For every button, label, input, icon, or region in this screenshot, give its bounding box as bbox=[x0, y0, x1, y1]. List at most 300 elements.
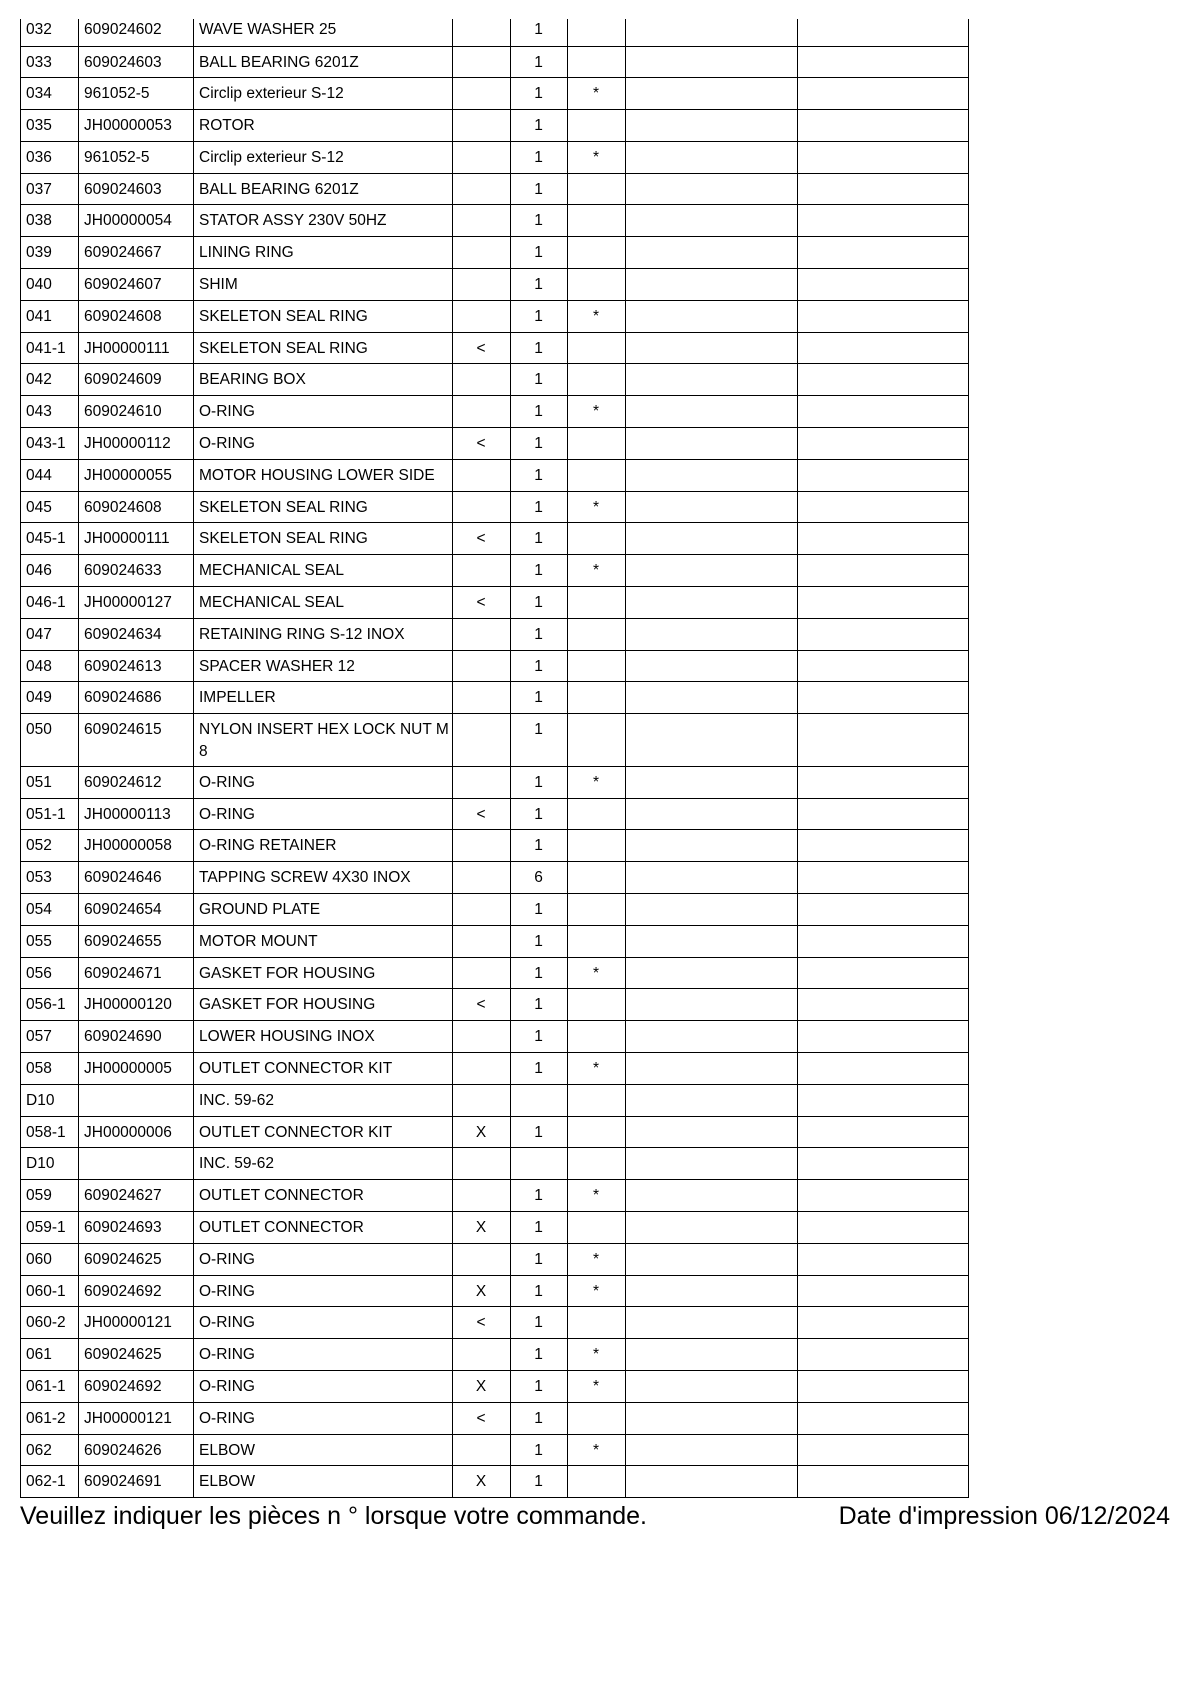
cell-variant: X bbox=[452, 1116, 510, 1148]
cell-blank bbox=[798, 269, 969, 301]
table-row bbox=[21, 110, 969, 142]
cell-quantity: 1 bbox=[510, 555, 567, 587]
cell-blank bbox=[798, 1084, 969, 1116]
table-row bbox=[21, 798, 969, 830]
cell-description: BALL BEARING 6201Z bbox=[194, 173, 453, 205]
cell-part-number: JH00000058 bbox=[79, 830, 194, 862]
table-row bbox=[21, 173, 969, 205]
table-row bbox=[21, 428, 969, 460]
cell-mark bbox=[567, 1466, 625, 1498]
table-row bbox=[21, 925, 969, 957]
cell-ref: 055 bbox=[21, 925, 79, 957]
cell-blank bbox=[798, 555, 969, 587]
cell-description: ROTOR bbox=[194, 110, 453, 142]
cell-blank bbox=[625, 428, 798, 460]
cell-mark bbox=[567, 798, 625, 830]
cell-description: O-RING RETAINER bbox=[194, 830, 453, 862]
cell-mark bbox=[567, 862, 625, 894]
cell-variant bbox=[452, 205, 510, 237]
cell-description: O-RING bbox=[194, 798, 453, 830]
cell-blank bbox=[625, 1466, 798, 1498]
cell-part-number: 609024608 bbox=[79, 300, 194, 332]
cell-variant bbox=[452, 364, 510, 396]
cell-blank bbox=[625, 523, 798, 555]
cell-description: SKELETON SEAL RING bbox=[194, 300, 453, 332]
cell-part-number: JH00000121 bbox=[79, 1402, 194, 1434]
cell-description: BEARING BOX bbox=[194, 364, 453, 396]
cell-quantity: 1 bbox=[510, 396, 567, 428]
cell-part-number: 609024607 bbox=[79, 269, 194, 301]
cell-blank bbox=[625, 555, 798, 587]
cell-blank bbox=[798, 1466, 969, 1498]
cell-variant bbox=[452, 682, 510, 714]
cell-part-number: 609024646 bbox=[79, 862, 194, 894]
table-row bbox=[21, 19, 969, 46]
cell-quantity: 1 bbox=[510, 78, 567, 110]
cell-ref: 035 bbox=[21, 110, 79, 142]
cell-variant bbox=[452, 491, 510, 523]
cell-description: LOWER HOUSING INOX bbox=[194, 1021, 453, 1053]
cell-description: BALL BEARING 6201Z bbox=[194, 46, 453, 78]
cell-blank bbox=[625, 1434, 798, 1466]
cell-variant bbox=[452, 830, 510, 862]
table-row bbox=[21, 1370, 969, 1402]
cell-ref: 048 bbox=[21, 650, 79, 682]
cell-quantity: 1 bbox=[510, 1339, 567, 1371]
cell-variant: < bbox=[452, 332, 510, 364]
cell-part-number: 609024612 bbox=[79, 766, 194, 798]
cell-quantity: 1 bbox=[510, 459, 567, 491]
cell-mark bbox=[567, 237, 625, 269]
cell-ref: 061 bbox=[21, 1339, 79, 1371]
cell-blank bbox=[798, 650, 969, 682]
cell-blank bbox=[798, 332, 969, 364]
cell-ref: 034 bbox=[21, 78, 79, 110]
cell-variant: X bbox=[452, 1370, 510, 1402]
cell-blank bbox=[625, 587, 798, 619]
cell-variant bbox=[452, 141, 510, 173]
table-row bbox=[21, 332, 969, 364]
cell-description: LINING RING bbox=[194, 237, 453, 269]
table-row bbox=[21, 1243, 969, 1275]
table-row bbox=[21, 1434, 969, 1466]
cell-mark bbox=[567, 1148, 625, 1180]
cell-ref: 042 bbox=[21, 364, 79, 396]
cell-ref: 045 bbox=[21, 491, 79, 523]
cell-ref: 054 bbox=[21, 894, 79, 926]
cell-blank bbox=[625, 682, 798, 714]
cell-quantity: 1 bbox=[510, 957, 567, 989]
cell-variant bbox=[452, 1434, 510, 1466]
cell-ref: D10 bbox=[21, 1148, 79, 1180]
cell-variant: X bbox=[452, 1211, 510, 1243]
cell-description: Circlip exterieur S-12 bbox=[194, 78, 453, 110]
cell-variant bbox=[452, 269, 510, 301]
cell-blank bbox=[798, 766, 969, 798]
cell-mark: * bbox=[567, 78, 625, 110]
table-row bbox=[21, 1148, 969, 1180]
cell-mark: * bbox=[567, 491, 625, 523]
cell-description: O-RING bbox=[194, 1275, 453, 1307]
table-row bbox=[21, 396, 969, 428]
table-row bbox=[21, 205, 969, 237]
cell-part-number: JH00000005 bbox=[79, 1053, 194, 1085]
cell-description: OUTLET CONNECTOR KIT bbox=[194, 1053, 453, 1085]
cell-blank bbox=[625, 1370, 798, 1402]
cell-quantity: 1 bbox=[510, 925, 567, 957]
cell-variant: X bbox=[452, 1466, 510, 1498]
cell-mark bbox=[567, 1402, 625, 1434]
cell-description: NYLON INSERT HEX LOCK NUT M 8 bbox=[194, 714, 453, 767]
cell-description: OUTLET CONNECTOR bbox=[194, 1211, 453, 1243]
print-date: Date d'impression 06/12/2024 bbox=[838, 1502, 1170, 1530]
cell-mark: * bbox=[567, 141, 625, 173]
cell-mark: * bbox=[567, 1339, 625, 1371]
cell-blank bbox=[625, 1307, 798, 1339]
cell-variant bbox=[452, 459, 510, 491]
cell-blank bbox=[625, 110, 798, 142]
cell-ref: 040 bbox=[21, 269, 79, 301]
table-row bbox=[21, 587, 969, 619]
cell-mark bbox=[567, 830, 625, 862]
cell-mark bbox=[567, 523, 625, 555]
order-instruction-note: Veuillez indiquer les pièces n ° lorsque votre commande. bbox=[20, 1502, 648, 1530]
cell-blank bbox=[798, 798, 969, 830]
table-row bbox=[21, 650, 969, 682]
parts-table-body bbox=[21, 19, 969, 1498]
cell-variant: < bbox=[452, 428, 510, 460]
cell-blank bbox=[625, 1148, 798, 1180]
cell-ref: 059 bbox=[21, 1180, 79, 1212]
cell-blank bbox=[625, 300, 798, 332]
cell-description: GROUND PLATE bbox=[194, 894, 453, 926]
cell-variant bbox=[452, 78, 510, 110]
cell-part-number: 609024671 bbox=[79, 957, 194, 989]
cell-description: STATOR ASSY 230V 50HZ bbox=[194, 205, 453, 237]
cell-description: INC. 59-62 bbox=[194, 1084, 453, 1116]
table-row bbox=[21, 1275, 969, 1307]
cell-quantity: 1 bbox=[510, 1116, 567, 1148]
cell-blank bbox=[625, 1084, 798, 1116]
cell-blank bbox=[625, 78, 798, 110]
cell-blank bbox=[798, 587, 969, 619]
cell-quantity: 1 bbox=[510, 1434, 567, 1466]
cell-part-number: 609024613 bbox=[79, 650, 194, 682]
cell-mark bbox=[567, 19, 625, 46]
table-row bbox=[21, 300, 969, 332]
cell-ref: 052 bbox=[21, 830, 79, 862]
cell-ref: 050 bbox=[21, 714, 79, 767]
cell-mark bbox=[567, 459, 625, 491]
table-row bbox=[21, 1021, 969, 1053]
cell-quantity: 1 bbox=[510, 587, 567, 619]
cell-variant: < bbox=[452, 989, 510, 1021]
cell-quantity: 1 bbox=[510, 491, 567, 523]
cell-ref: 051-1 bbox=[21, 798, 79, 830]
cell-blank bbox=[798, 1211, 969, 1243]
cell-part-number: 609024602 bbox=[79, 19, 194, 46]
cell-blank bbox=[798, 1243, 969, 1275]
cell-blank bbox=[798, 364, 969, 396]
cell-blank bbox=[625, 714, 798, 767]
cell-blank bbox=[625, 1402, 798, 1434]
cell-mark: * bbox=[567, 555, 625, 587]
cell-variant bbox=[452, 237, 510, 269]
cell-blank bbox=[798, 1370, 969, 1402]
table-row bbox=[21, 1053, 969, 1085]
table-row bbox=[21, 78, 969, 110]
cell-blank bbox=[625, 1053, 798, 1085]
cell-ref: 056-1 bbox=[21, 989, 79, 1021]
table-row bbox=[21, 894, 969, 926]
table-row bbox=[21, 237, 969, 269]
cell-mark bbox=[567, 618, 625, 650]
cell-blank bbox=[625, 1275, 798, 1307]
cell-blank bbox=[625, 1339, 798, 1371]
cell-description: O-RING bbox=[194, 1307, 453, 1339]
cell-blank bbox=[625, 141, 798, 173]
cell-blank bbox=[798, 1339, 969, 1371]
cell-blank bbox=[625, 894, 798, 926]
cell-variant bbox=[452, 766, 510, 798]
table-row bbox=[21, 364, 969, 396]
cell-mark: * bbox=[567, 1243, 625, 1275]
cell-variant bbox=[452, 110, 510, 142]
cell-mark bbox=[567, 110, 625, 142]
cell-blank bbox=[625, 269, 798, 301]
cell-part-number: 609024603 bbox=[79, 173, 194, 205]
cell-quantity bbox=[510, 1084, 567, 1116]
cell-blank bbox=[798, 618, 969, 650]
table-row bbox=[21, 491, 969, 523]
cell-mark bbox=[567, 269, 625, 301]
cell-blank bbox=[625, 173, 798, 205]
cell-mark: * bbox=[567, 1434, 625, 1466]
cell-blank bbox=[625, 925, 798, 957]
cell-ref: 033 bbox=[21, 46, 79, 78]
cell-description: MOTOR MOUNT bbox=[194, 925, 453, 957]
cell-blank bbox=[798, 1307, 969, 1339]
cell-mark bbox=[567, 989, 625, 1021]
cell-variant bbox=[452, 714, 510, 767]
cell-blank bbox=[798, 1275, 969, 1307]
cell-blank bbox=[625, 1243, 798, 1275]
table-row bbox=[21, 862, 969, 894]
cell-quantity: 1 bbox=[510, 682, 567, 714]
cell-description: WAVE WASHER 25 bbox=[194, 19, 453, 46]
cell-variant bbox=[452, 1084, 510, 1116]
cell-quantity: 1 bbox=[510, 1053, 567, 1085]
cell-ref: 060-1 bbox=[21, 1275, 79, 1307]
cell-ref: 058 bbox=[21, 1053, 79, 1085]
cell-ref: 053 bbox=[21, 862, 79, 894]
cell-blank bbox=[798, 1148, 969, 1180]
cell-blank bbox=[625, 396, 798, 428]
cell-ref: 046 bbox=[21, 555, 79, 587]
cell-quantity: 1 bbox=[510, 300, 567, 332]
cell-mark: * bbox=[567, 1053, 625, 1085]
cell-variant: < bbox=[452, 1307, 510, 1339]
table-row bbox=[21, 1339, 969, 1371]
cell-ref: 059-1 bbox=[21, 1211, 79, 1243]
cell-mark bbox=[567, 1211, 625, 1243]
cell-variant bbox=[452, 1021, 510, 1053]
cell-variant bbox=[452, 1148, 510, 1180]
cell-variant bbox=[452, 396, 510, 428]
cell-quantity: 1 bbox=[510, 650, 567, 682]
cell-mark: * bbox=[567, 300, 625, 332]
cell-part-number: 961052-5 bbox=[79, 141, 194, 173]
cell-description: ELBOW bbox=[194, 1466, 453, 1498]
cell-blank bbox=[798, 141, 969, 173]
cell-blank bbox=[625, 237, 798, 269]
cell-part-number: JH00000055 bbox=[79, 459, 194, 491]
cell-part-number: 609024634 bbox=[79, 618, 194, 650]
cell-blank bbox=[798, 894, 969, 926]
cell-part-number: 609024691 bbox=[79, 1466, 194, 1498]
cell-blank bbox=[798, 110, 969, 142]
cell-blank bbox=[625, 798, 798, 830]
cell-part-number: 609024615 bbox=[79, 714, 194, 767]
cell-blank bbox=[625, 491, 798, 523]
table-row bbox=[21, 682, 969, 714]
cell-blank bbox=[625, 364, 798, 396]
cell-ref: 039 bbox=[21, 237, 79, 269]
cell-variant: < bbox=[452, 1402, 510, 1434]
cell-quantity: 1 bbox=[510, 1243, 567, 1275]
cell-blank bbox=[798, 1180, 969, 1212]
cell-quantity: 1 bbox=[510, 205, 567, 237]
table-row bbox=[21, 618, 969, 650]
cell-blank bbox=[798, 830, 969, 862]
cell-mark bbox=[567, 587, 625, 619]
cell-quantity: 1 bbox=[510, 989, 567, 1021]
cell-part-number: 609024692 bbox=[79, 1370, 194, 1402]
cell-part-number: 609024626 bbox=[79, 1434, 194, 1466]
table-row bbox=[21, 269, 969, 301]
cell-part-number: 609024692 bbox=[79, 1275, 194, 1307]
cell-mark bbox=[567, 1084, 625, 1116]
cell-ref: 049 bbox=[21, 682, 79, 714]
cell-mark bbox=[567, 205, 625, 237]
cell-part-number: JH00000121 bbox=[79, 1307, 194, 1339]
cell-part-number: 609024609 bbox=[79, 364, 194, 396]
cell-part-number: 609024608 bbox=[79, 491, 194, 523]
cell-quantity: 1 bbox=[510, 894, 567, 926]
cell-blank bbox=[798, 989, 969, 1021]
cell-description: ELBOW bbox=[194, 1434, 453, 1466]
cell-quantity: 1 bbox=[510, 1211, 567, 1243]
cell-mark bbox=[567, 428, 625, 460]
cell-quantity: 1 bbox=[510, 766, 567, 798]
cell-blank bbox=[798, 1402, 969, 1434]
cell-blank bbox=[798, 173, 969, 205]
cell-blank bbox=[798, 491, 969, 523]
cell-ref: 060 bbox=[21, 1243, 79, 1275]
cell-quantity: 1 bbox=[510, 798, 567, 830]
cell-blank bbox=[625, 862, 798, 894]
cell-part-number: 609024655 bbox=[79, 925, 194, 957]
cell-ref: 062-1 bbox=[21, 1466, 79, 1498]
cell-mark bbox=[567, 1116, 625, 1148]
cell-variant bbox=[452, 894, 510, 926]
cell-quantity: 1 bbox=[510, 110, 567, 142]
cell-ref: 037 bbox=[21, 173, 79, 205]
cell-part-number: 609024690 bbox=[79, 1021, 194, 1053]
cell-variant bbox=[452, 1180, 510, 1212]
cell-ref: 056 bbox=[21, 957, 79, 989]
cell-quantity: 1 bbox=[510, 46, 567, 78]
cell-part-number bbox=[79, 1084, 194, 1116]
cell-blank bbox=[625, 1180, 798, 1212]
cell-mark bbox=[567, 682, 625, 714]
cell-description: OUTLET CONNECTOR KIT bbox=[194, 1116, 453, 1148]
cell-blank bbox=[625, 332, 798, 364]
cell-blank bbox=[798, 19, 969, 46]
cell-quantity: 1 bbox=[510, 523, 567, 555]
cell-part-number: JH00000113 bbox=[79, 798, 194, 830]
cell-quantity: 1 bbox=[510, 1402, 567, 1434]
cell-description: SKELETON SEAL RING bbox=[194, 491, 453, 523]
cell-variant: < bbox=[452, 798, 510, 830]
cell-blank bbox=[625, 957, 798, 989]
cell-quantity: 1 bbox=[510, 332, 567, 364]
cell-part-number: JH00000111 bbox=[79, 332, 194, 364]
cell-variant: X bbox=[452, 1275, 510, 1307]
cell-description: RETAINING RING S-12 INOX bbox=[194, 618, 453, 650]
table-row bbox=[21, 1307, 969, 1339]
cell-part-number: JH00000053 bbox=[79, 110, 194, 142]
cell-ref: 043 bbox=[21, 396, 79, 428]
cell-quantity: 6 bbox=[510, 862, 567, 894]
cell-description: GASKET FOR HOUSING bbox=[194, 957, 453, 989]
cell-blank bbox=[798, 78, 969, 110]
cell-mark bbox=[567, 1307, 625, 1339]
cell-variant bbox=[452, 555, 510, 587]
table-row bbox=[21, 1466, 969, 1498]
cell-blank bbox=[798, 459, 969, 491]
cell-ref: 043-1 bbox=[21, 428, 79, 460]
cell-part-number: JH00000006 bbox=[79, 1116, 194, 1148]
cell-quantity: 1 bbox=[510, 428, 567, 460]
cell-mark: * bbox=[567, 396, 625, 428]
cell-part-number: 609024686 bbox=[79, 682, 194, 714]
cell-description: O-RING bbox=[194, 1370, 453, 1402]
table-row bbox=[21, 46, 969, 78]
cell-mark: * bbox=[567, 1370, 625, 1402]
cell-blank bbox=[798, 1021, 969, 1053]
cell-ref: 060-2 bbox=[21, 1307, 79, 1339]
cell-description: MOTOR HOUSING LOWER SIDE bbox=[194, 459, 453, 491]
cell-mark bbox=[567, 173, 625, 205]
cell-description: SKELETON SEAL RING bbox=[194, 332, 453, 364]
cell-blank bbox=[625, 205, 798, 237]
cell-variant bbox=[452, 19, 510, 46]
cell-blank bbox=[625, 1211, 798, 1243]
cell-part-number: 609024625 bbox=[79, 1243, 194, 1275]
cell-description: MECHANICAL SEAL bbox=[194, 555, 453, 587]
cell-blank bbox=[625, 19, 798, 46]
table-row bbox=[21, 1180, 969, 1212]
cell-mark bbox=[567, 650, 625, 682]
cell-blank bbox=[625, 1021, 798, 1053]
cell-part-number: JH00000054 bbox=[79, 205, 194, 237]
cell-mark: * bbox=[567, 1275, 625, 1307]
cell-variant: < bbox=[452, 587, 510, 619]
cell-blank bbox=[625, 459, 798, 491]
cell-part-number: JH00000127 bbox=[79, 587, 194, 619]
cell-variant bbox=[452, 300, 510, 332]
